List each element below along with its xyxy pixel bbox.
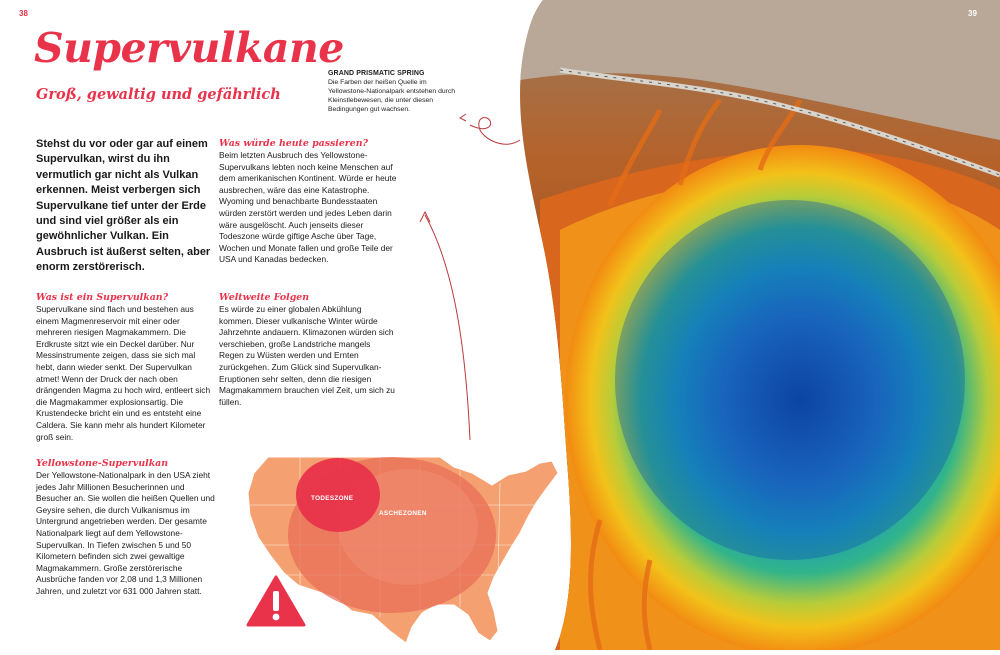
page-title: Supervulkane <box>34 24 344 72</box>
section-text: Es würde zu einer globalen Abkühlung kommen. Dieser vulkanische Winter würde Jahrzehnte andauern. Klimazonen würden sich verschieben, große Landstriche mangels Regen zu Wüsten werden und Ernten zurückgehen. Zum Glück sind Supervulkan-Eruptionen sehr selten, denn die riesigen Magmakammern brauchen viel Zeit, um sich zu füllen. <box>219 304 395 407</box>
section-text: Der Yellowstone-Nationalpark in den USA zieht jedes Jahr Millionen Besucherinnen und Besucher an. Sie wollen die heißen Quellen und Geysire sehen, die durch Vulkanismus im Untergrund angetrieben werden. Der gesamte Nationalpark liegt auf dem Yellowstone-Supervulkan. In Tiefen zwischen 5 und 50 Kilometern befinden sich zwei gewaltige Magmakammern. Große zerstörerische Ausbrüche fanden vor 2,08 und 1,3 Millionen Jahren, und zuletzt vor 631 000 Jahren statt. <box>36 470 215 596</box>
caption-title: GRAND PRISMATIC SPRING <box>328 70 425 77</box>
section-heading: Yellowstone-Supervulkan <box>36 458 169 469</box>
usa-ash-zone-map <box>240 445 570 650</box>
section-heute <box>219 138 397 266</box>
section-was-ist <box>36 292 216 443</box>
section-folgen <box>219 292 397 408</box>
section-yellowstone <box>36 458 216 598</box>
section-text: Supervulkane sind flach und bestehen aus einem Magmenreservoir mit einer oder mehreren riesigen Magmakammern. Die Erdkruste sitzt wie ein Deckel darüber. Nur Messinstrumente zeigen, dass sie sich mal hebt, dann wieder senkt. Der Supervulkan atmet! Wenn der Druck der nach oben drängenden Magma zu hoch wird, entleert sich die Magmakammer explosionsartig. Die Krustendecke bricht ein und es entsteht eine Caldera. Sie kann mehr als hundert Kilometer groß sein. <box>36 304 211 442</box>
page-number-right: 39 <box>968 9 977 18</box>
section-heading: Was ist ein Supervulkan? <box>36 292 169 303</box>
page-number-left: 38 <box>19 9 28 18</box>
caption-text: Die Farben der heißen Quelle im Yellowstone-Nationalpark entstehen durch Kleinstlebewesen, die unter diesen Bedingungen gut wachsen. <box>328 79 456 113</box>
section-heading: Weltweite Folgen <box>219 292 310 303</box>
warning-triangle-icon <box>246 575 306 627</box>
photo-caption <box>328 69 458 114</box>
section-text: Beim letzten Ausbruch des Yellowstone-Supervulkans lebten noch keine Menschen auf dem amerikanischen Kontinent. Würde er heute ausbrechen, wäre das eine Katastrophe. Wyoming und benachbarte Bundesstaaten würden zerstört werden und jedes Leben darin wäre ausgelöscht. Auch jenseits dieser Todeszone würde giftige Asche über Tage, Wochen und Monate fallen und große Teile der USA und Kanadas bedecken. <box>219 150 397 265</box>
todeszone-label: TODESZONE <box>311 495 354 502</box>
section-heading: Was würde heute passieren? <box>219 138 369 149</box>
intro-paragraph: Stehst du vor oder gar auf einem Supervulkan, wirst du ihn vermutlich gar nicht als Vulkan erkennen. Meist verbergen sich Supervulkane tief unter der Erde und sind viel größer als ein gewöhnlicher Vulkan. Ein Ausbruch ist äußerst selten, aber enorm zerstörerisch. <box>36 138 211 274</box>
page-subtitle: Groß, gewaltig und gefährlich <box>36 86 281 103</box>
aschezonen-label: ASCHEZONEN <box>379 510 427 517</box>
